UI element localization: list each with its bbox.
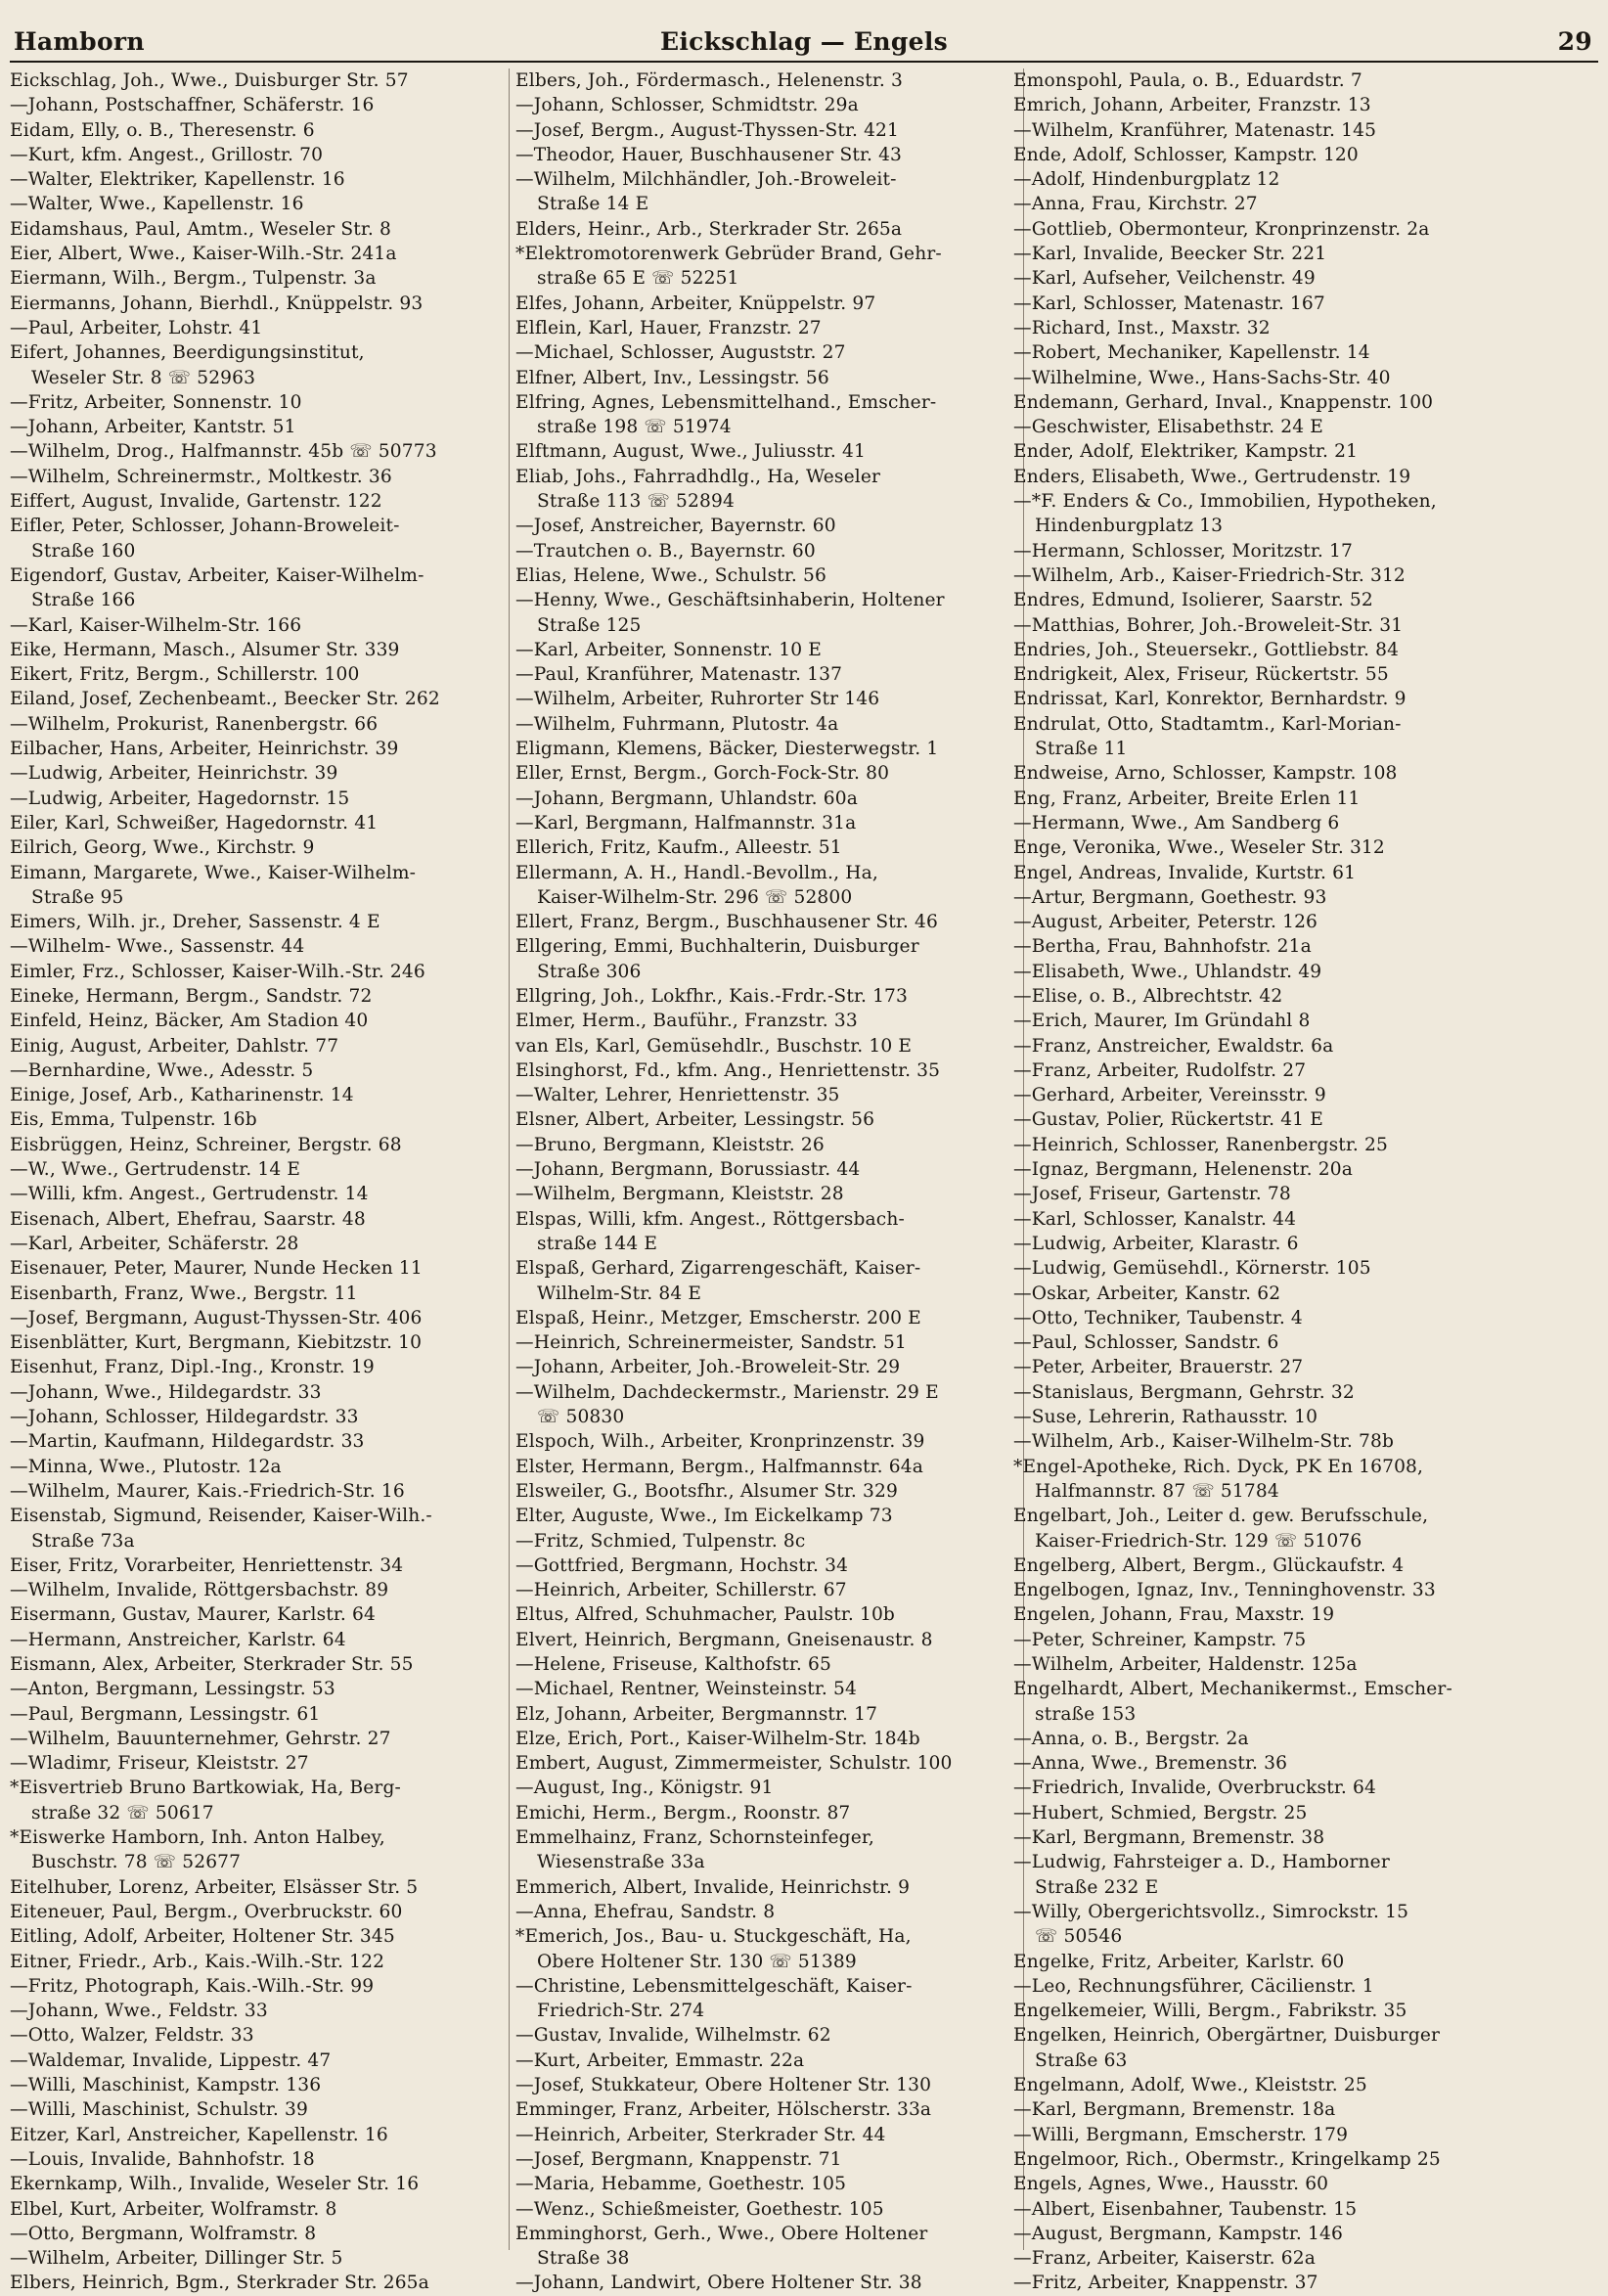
directory-entry-line: —Wilhelm, Prokurist, Ranenbergstr. 66 — [10, 713, 379, 735]
directory-entry-line: Ekernkamp, Wilh., Invalide, Weseler Str. 16 — [10, 2174, 420, 2195]
directory-entry-line: Eisenach, Albert, Ehefrau, Saarstr. 48 — [10, 1208, 366, 1230]
directory-entry-line: —Gustav, Polier, Rückertstr. 41 E — [1013, 1109, 1323, 1131]
directory-entry-line: —Bruno, Bergmann, Kleiststr. 26 — [515, 1134, 825, 1155]
directory-entry-line: Elter, Auguste, Wwe., Im Eickelkamp 73 — [515, 1506, 893, 1527]
directory-entry-line: —Josef, Stukkateur, Obere Holtener Str. 130 — [515, 2075, 932, 2096]
directory-entry-line: Straße 166 — [31, 590, 136, 611]
directory-entry-line: —Heinrich, Schreinermeister, Sandstr. 51 — [515, 1332, 907, 1354]
directory-entry-line: *Eisvertrieb Bruno Bartkowiak, Ha, Berg- — [10, 1778, 401, 1799]
directory-entry-line: —Fritz, Schmied, Tulpenstr. 8c — [515, 1530, 806, 1552]
directory-entry-line: Eisermann, Gustav, Maurer, Karlstr. 64 — [10, 1604, 376, 1626]
directory-entry-line: —Michael, Schlosser, Auguststr. 27 — [515, 342, 846, 364]
directory-entry-line: Eitling, Adolf, Arbeiter, Holtener Str. 345 — [10, 1926, 395, 1948]
directory-entry-line: Eiser, Fritz, Vorarbeiter, Henriettenstr. 34 — [10, 1554, 404, 1576]
directory-entry-line: —*F. Enders & Co., Immobilien, Hypotheken, — [1013, 491, 1437, 513]
directory-entry-line: Ellgering, Emmi, Buchhalterin, Duisburger — [515, 936, 919, 958]
directory-entry-line: —Gerhard, Arbeiter, Vereinsstr. 9 — [1013, 1085, 1326, 1106]
directory-entry-line: Eller, Ernst, Bergm., Gorch-Fock-Str. 80 — [515, 763, 890, 785]
directory-entry-line: —Ludwig, Arbeiter, Heinrichstr. 39 — [10, 763, 338, 785]
directory-entry-line: —Anton, Bergmann, Lessingstr. 53 — [10, 1679, 335, 1700]
directory-entry-line: —Karl, Kaiser-Wilhelm-Str. 166 — [10, 614, 302, 636]
directory-entry-line: Engelberg, Albert, Bergm., Glückaufstr. 4 — [1013, 1554, 1405, 1576]
directory-entry-line: —Trautchen o. B., Bayernstr. 60 — [515, 540, 816, 562]
directory-entry-line: —Matthias, Bohrer, Joh.-Broweleit-Str. 31 — [1013, 614, 1404, 636]
directory-entry-line: —Walter, Wwe., Kapellenstr. 16 — [10, 194, 304, 215]
directory-entry-line: Ellgring, Joh., Lokfhr., Kais.-Frdr.-Str. 173 — [515, 985, 909, 1007]
directory-entry-line: —Karl, Aufseher, Veilchenstr. 49 — [1013, 268, 1316, 290]
directory-entry-line: —Johann, Bergmann, Borussiastr. 44 — [515, 1159, 861, 1181]
directory-entry-line: Straße 232 E — [1035, 1876, 1159, 1898]
directory-entry-line: —Elisabeth, Wwe., Uhlandstr. 49 — [1013, 961, 1322, 982]
directory-entry-line: Eiler, Karl, Schweißer, Hagedornstr. 41 — [10, 812, 379, 833]
directory-entry-line: —Anna, o. B., Bergstr. 2a — [1013, 1728, 1249, 1749]
directory-entry-line: Eis, Emma, Tulpenstr. 16b — [10, 1109, 257, 1131]
directory-entry-line: Emmerich, Albert, Invalide, Heinrichstr. 9 — [515, 1876, 911, 1898]
directory-entry-line: —Leo, Rechnungsführer, Cäcilienstr. 1 — [1013, 1975, 1374, 1997]
directory-entry-line: —Waldemar, Invalide, Lippestr. 47 — [10, 2049, 332, 2071]
directory-entry-line: Ellert, Franz, Bergm., Buschhausener Str. 46 — [515, 912, 939, 933]
directory-entry-line: Straße 11 — [1035, 739, 1128, 760]
directory-entry-line: Embert, August, Zimmermeister, Schulstr. 100 — [515, 1753, 953, 1775]
directory-entry-line: van Els, Karl, Gemüsehdlr., Buschstr. 10 E — [515, 1035, 913, 1057]
directory-entry-line: *Elektromotorenwerk Gebrüder Brand, Gehr- — [515, 244, 942, 265]
directory-entry-line: —Wilhelm, Arbeiter, Ruhrorter Str 146 — [515, 689, 880, 710]
directory-entry-line: Elspaß, Gerhard, Zigarrengeschäft, Kaiser- — [515, 1258, 921, 1280]
directory-entry-line: —Willi, Maschinist, Kampstr. 136 — [10, 2075, 322, 2096]
directory-entry-line: Engels, Agnes, Wwe., Hausstr. 60 — [1013, 2174, 1329, 2195]
directory-entry-line: Enge, Veronika, Wwe., Weseler Str. 312 — [1013, 837, 1385, 859]
directory-entry-line: —Johann, Arbeiter, Kantstr. 51 — [10, 417, 296, 438]
directory-entry-line: —Wilhelm, Arbeiter, Dillinger Str. 5 — [10, 2248, 343, 2270]
directory-entry-line: —Paul, Schlosser, Sandstr. 6 — [1013, 1332, 1279, 1354]
directory-entry-line: straße 144 E — [537, 1233, 658, 1254]
directory-entry-line: Halfmannstr. 87 ☏ 51784 — [1035, 1480, 1279, 1502]
directory-entry-line: —Suse, Lehrerin, Rathausstr. 10 — [1013, 1407, 1318, 1428]
directory-entry-line: Eikert, Fritz, Bergm., Schillerstr. 100 — [10, 664, 360, 686]
directory-entry-line: Eiteneuer, Paul, Bergm., Overbruckstr. 60 — [10, 1901, 403, 1922]
directory-entry-line: Eisenbarth, Franz, Wwe., Bergstr. 11 — [10, 1283, 358, 1304]
directory-entry-line: Elz, Johann, Arbeiter, Bergmannstr. 17 — [515, 1703, 878, 1725]
directory-entry-line: —Gottfried, Bergmann, Hochstr. 34 — [515, 1554, 849, 1576]
directory-entry-line: —Johann, Wwe., Hildegardstr. 33 — [10, 1381, 322, 1403]
directory-entry-line: Eimann, Margarete, Wwe., Kaiser-Wilhelm- — [10, 862, 417, 883]
directory-entry-line: Elspaß, Heinr., Metzger, Emscherstr. 200 E — [515, 1307, 921, 1328]
directory-entry-line: —Oskar, Arbeiter, Kanstr. 62 — [1013, 1283, 1281, 1304]
directory-entry-line: Eidamshaus, Paul, Amtm., Weseler Str. 8 — [10, 218, 391, 240]
directory-entry-line: Eliab, Johs., Fahrradhdlg., Ha, Weseler — [515, 466, 881, 487]
directory-entry-line: —Bernhardine, Wwe., Adesstr. 5 — [10, 1059, 314, 1081]
directory-entry-line: straße 32 ☏ 50617 — [31, 1802, 214, 1823]
directory-entry-line: Elsinghorst, Fd., kfm. Ang., Henriettenstr. 35 — [515, 1059, 941, 1081]
directory-entry-line: Elbel, Kurt, Arbeiter, Wolframstr. 8 — [10, 2198, 337, 2220]
directory-entry-line: Elfner, Albert, Inv., Lessingstr. 56 — [515, 367, 829, 388]
directory-entry-line: —Karl, Schlosser, Matenastr. 167 — [1013, 293, 1325, 314]
directory-entry-line: Engelke, Fritz, Arbeiter, Karlstr. 60 — [1013, 1951, 1345, 1972]
header-city: Hamborn — [14, 27, 145, 56]
directory-entry-line: Elster, Hermann, Bergm., Halfmannstr. 64a — [515, 1456, 923, 1477]
directory-entry-line: —Otto, Techniker, Taubenstr. 4 — [1013, 1307, 1303, 1328]
directory-entry-line: Engelhardt, Albert, Mechanikermst., Emscher- — [1013, 1679, 1452, 1700]
directory-entry-line: Engelmoor, Rich., Obermstr., Kringelkamp 25 — [1013, 2148, 1441, 2170]
directory-entry-line: Eisenblätter, Kurt, Bergmann, Kiebitzstr. 10 — [10, 1332, 423, 1354]
directory-entry-line: —Heinrich, Arbeiter, Sterkrader Str. 44 — [515, 2124, 886, 2145]
directory-entry-line: —Karl, Bergmann, Halfmannstr. 31a — [515, 812, 857, 833]
directory-entry-line: —Henny, Wwe., Geschäftsinhaberin, Holtener — [515, 590, 945, 611]
directory-entry-line: —Ludwig, Arbeiter, Klarastr. 6 — [1013, 1233, 1299, 1254]
directory-entry-line: Eiland, Josef, Zechenbeamt., Beecker Str. 262 — [10, 689, 440, 710]
directory-entry-line: ☏ 50830 — [537, 1407, 625, 1428]
directory-entry-line: —Wilhelm- Wwe., Sassenstr. 44 — [10, 936, 305, 958]
directory-entry-line: —Wladimr, Friseur, Kleiststr. 27 — [10, 1753, 309, 1775]
directory-entry-line: Eilbacher, Hans, Arbeiter, Heinrichstr. 39 — [10, 739, 399, 760]
directory-entry-line: —Johann, Landwirt, Obere Holtener Str. 38 — [515, 2273, 922, 2294]
directory-entry-line: —Fritz, Arbeiter, Sonnenstr. 10 — [10, 391, 302, 413]
directory-entry-line: Eier, Albert, Wwe., Kaiser-Wilh.-Str. 241a — [10, 244, 397, 265]
directory-entry-line: Eifler, Peter, Schlosser, Johann-Broweleit- — [10, 516, 400, 537]
page-header — [10, 22, 1598, 63]
directory-entry-line: Eigendorf, Gustav, Arbeiter, Kaiser-Wilhelm- — [10, 564, 424, 586]
directory-entry-line: Eisenstab, Sigmund, Reisender, Kaiser-Wilh.- — [10, 1506, 432, 1527]
directory-entry-line: Elbers, Heinrich, Bgm., Sterkrader Str. 265a — [10, 2273, 429, 2294]
directory-entry-line: —Louis, Invalide, Bahnhofstr. 18 — [10, 2148, 315, 2170]
directory-entry-line: Eligmann, Klemens, Bäcker, Diesterwegstr. 1 — [515, 739, 939, 760]
directory-entry-line: straße 153 — [1035, 1703, 1137, 1725]
directory-entry-line: —Willi, Bergmann, Emscherstr. 179 — [1013, 2124, 1349, 2145]
directory-entry-line: —Robert, Mechaniker, Kapellenstr. 14 — [1013, 342, 1370, 364]
directory-entry-line: —Franz, Arbeiter, Kaiserstr. 62a — [1013, 2248, 1316, 2270]
directory-entry-line: —Gottlieb, Obermonteur, Kronprinzenstr. 2a — [1013, 218, 1430, 240]
directory-entry-line: —Johann, Schlosser, Hildegardstr. 33 — [10, 1407, 359, 1428]
directory-entry-line: Emminghorst, Gerh., Wwe., Obere Holtener — [515, 2223, 928, 2244]
directory-entry-line: Engelkemeier, Willi, Bergm., Fabrikstr. 35 — [1013, 2001, 1407, 2022]
directory-entry-line: —Friedrich, Invalide, Overbruckstr. 64 — [1013, 1778, 1376, 1799]
directory-entry-line: Wilhelm-Str. 84 E — [537, 1283, 702, 1304]
column-3 — [1013, 68, 1515, 2294]
directory-entry-line: —Paul, Kranführer, Matenastr. 137 — [515, 664, 843, 686]
directory-entry-line: —Johann, Bergmann, Uhlandstr. 60a — [515, 788, 858, 809]
directory-entry-line: Elvert, Heinrich, Bergmann, Gneisenaustr. 8 — [515, 1629, 933, 1650]
directory-entry-line: Engel, Andreas, Invalide, Kurtstr. 61 — [1013, 862, 1357, 883]
directory-entry-line: Straße 73a — [31, 1530, 135, 1552]
directory-entry-line: —Anna, Frau, Kirchstr. 27 — [1013, 194, 1258, 215]
directory-entry-line: —Wilhelm, Invalide, Röttgersbachstr. 89 — [10, 1580, 389, 1601]
directory-entry-line: straße 65 E ☏ 52251 — [537, 268, 739, 290]
directory-entry-line: Wiesenstraße 33a — [537, 1852, 705, 1873]
directory-entry-line: —Walter, Elektriker, Kapellenstr. 16 — [10, 169, 345, 191]
directory-entry-line: Ender, Adolf, Elektriker, Kampstr. 21 — [1013, 441, 1359, 463]
directory-entry-line: —August, Arbeiter, Peterstr. 126 — [1013, 912, 1318, 933]
directory-entry-line: Emminger, Franz, Arbeiter, Hölscherstr. 33a — [515, 2099, 932, 2121]
directory-entry-line: Eisenhut, Franz, Dipl.-Ing., Kronstr. 19 — [10, 1357, 375, 1378]
directory-entry-line: —Wilhelm, Milchhändler, Joh.-Broweleit- — [515, 169, 897, 191]
directory-entry-line: —Ignaz, Bergmann, Helenenstr. 20a — [1013, 1159, 1353, 1181]
directory-entry-line: —Albert, Eisenbahner, Taubenstr. 15 — [1013, 2198, 1358, 2220]
directory-entry-line: —Willi, Maschinist, Schulstr. 39 — [10, 2099, 308, 2121]
directory-entry-line: —Karl, Schlosser, Kanalstr. 44 — [1013, 1208, 1297, 1230]
directory-entry-line: —Heinrich, Arbeiter, Schillerstr. 67 — [515, 1580, 847, 1601]
directory-entry-line: —Karl, Arbeiter, Schäferstr. 28 — [10, 1233, 299, 1254]
directory-entry-line: Engelbart, Joh., Leiter d. gew. Berufsschule, — [1013, 1506, 1429, 1527]
directory-entry-line: —Karl, Arbeiter, Sonnenstr. 10 E — [515, 639, 823, 660]
directory-entry-line: Eiermanns, Johann, Bierhdl., Knüppelstr. 93 — [10, 293, 424, 314]
directory-entry-line: —Kurt, Arbeiter, Emmastr. 22a — [515, 2049, 805, 2071]
directory-entry-line: —Johann, Postschaffner, Schäferstr. 16 — [10, 95, 375, 116]
directory-entry-line: Friedrich-Str. 274 — [537, 2001, 705, 2022]
directory-entry-line: Eitelhuber, Lorenz, Arbeiter, Elsässer Str. 5 — [10, 1876, 419, 1898]
directory-entry-line: —Paul, Arbeiter, Lohstr. 41 — [10, 317, 263, 338]
directory-entry-line: —Hermann, Wwe., Am Sandberg 6 — [1013, 812, 1340, 833]
directory-entry-line: ☏ 50546 — [1035, 1926, 1123, 1948]
directory-entry-line: —Kurt, kfm. Angest., Grillostr. 70 — [10, 144, 324, 165]
directory-entry-line: Ellerich, Fritz, Kaufm., Alleestr. 51 — [515, 837, 842, 859]
directory-entry-line: —Wilhelm, Arb., Kaiser-Wilhelm-Str. 78b — [1013, 1431, 1395, 1453]
directory-entry-line: *Eiswerke Hamborn, Inh. Anton Halbey, — [10, 1827, 385, 1849]
directory-entry-line: —August, Ing., Königstr. 91 — [515, 1778, 774, 1799]
directory-entry-line: Emmelhainz, Franz, Schornsteinfeger, — [515, 1827, 874, 1849]
directory-entry-line: Emrich, Johann, Arbeiter, Franzstr. 13 — [1013, 95, 1371, 116]
directory-entry-line: —Heinrich, Schlosser, Ranenbergstr. 25 — [1013, 1134, 1389, 1155]
directory-entry-line: Straße 160 — [31, 540, 136, 562]
directory-entry-line: Straße 63 — [1035, 2049, 1128, 2071]
directory-entry-line: Einige, Josef, Arb., Katharinenstr. 14 — [10, 1085, 354, 1106]
directory-entry-line: —Stanislaus, Bergmann, Gehrstr. 32 — [1013, 1381, 1355, 1403]
directory-entry-line: Endweise, Arno, Schlosser, Kampstr. 108 — [1013, 763, 1398, 785]
directory-entry-line: —Hubert, Schmied, Bergstr. 25 — [1013, 1802, 1308, 1823]
directory-entry-line: *Engel-Apotheke, Rich. Dyck, PK En 16708, — [1013, 1456, 1424, 1477]
directory-entry-line: —Geschwister, Elisabethstr. 24 E — [1013, 417, 1323, 438]
directory-entry-line: —Josef, Bergm., August-Thyssen-Str. 421 — [515, 119, 900, 141]
directory-entry-line: Eitner, Friedr., Arb., Kais.-Wilh.-Str. 122 — [10, 1951, 385, 1972]
directory-entry-line: Eidam, Elly, o. B., Theresenstr. 6 — [10, 119, 315, 141]
directory-entry-line: Elfring, Agnes, Lebensmittelhand., Emscher- — [515, 391, 937, 413]
directory-entry-line: Straße 113 ☏ 52894 — [537, 491, 735, 513]
directory-entry-line: Einig, August, Arbeiter, Dahlstr. 77 — [10, 1035, 339, 1057]
directory-entry-line: —Wilhelm, Drog., Halfmannstr. 45b ☏ 50773 — [10, 441, 437, 463]
directory-entry-line: —Franz, Arbeiter, Rudolfstr. 27 — [1013, 1059, 1307, 1081]
directory-entry-line: —Minna, Wwe., Plutostr. 12a — [10, 1456, 282, 1477]
directory-entry-line: —Erich, Maurer, Im Gründahl 8 — [1013, 1011, 1311, 1032]
directory-entry-line: Engelbogen, Ignaz, Inv., Tenninghovenstr. 33 — [1013, 1580, 1436, 1601]
directory-entry-line: —W., Wwe., Gertrudenstr. 14 E — [10, 1159, 301, 1181]
directory-entry-line: Endrissat, Karl, Konrektor, Bernhardstr. 9 — [1013, 689, 1407, 710]
directory-entry-line: Straße 306 — [537, 961, 642, 982]
page-number: 29 — [1557, 27, 1592, 56]
directory-entry-line: —Walter, Lehrer, Henriettenstr. 35 — [515, 1085, 840, 1106]
directory-entry-line: —Fritz, Photograph, Kais.-Wilh.-Str. 99 — [10, 1975, 375, 1997]
directory-entry-line: —Theodor, Hauer, Buschhausener Str. 43 — [515, 144, 903, 165]
directory-entry-line: —Josef, Anstreicher, Bayernstr. 60 — [515, 516, 836, 537]
directory-entry-line: Eilrich, Georg, Wwe., Kirchstr. 9 — [10, 837, 315, 859]
directory-entry-line: Eifert, Johannes, Beerdigungsinstitut, — [10, 342, 365, 364]
directory-entry-line: Elspas, Willi, kfm. Angest., Röttgersbach- — [515, 1208, 905, 1230]
directory-entry-line: Buschstr. 78 ☏ 52677 — [31, 1852, 242, 1873]
column-1 — [10, 68, 512, 2294]
directory-entry-line: —Johann, Wwe., Feldstr. 33 — [10, 2001, 268, 2022]
directory-entry-line: Engelken, Heinrich, Obergärtner, Duisburger — [1013, 2025, 1441, 2047]
directory-entry-line: Weseler Str. 8 ☏ 52963 — [31, 367, 256, 388]
directory-entry-line: —Willi, kfm. Angest., Gertrudenstr. 14 — [10, 1184, 369, 1205]
directory-entry-line: —Wilhelm, Bergmann, Kleiststr. 28 — [515, 1184, 844, 1205]
directory-entry-line: Straße 14 E — [537, 194, 649, 215]
directory-entry-line: Eisenauer, Peter, Maurer, Nunde Hecken 11 — [10, 1258, 423, 1280]
directory-entry-line: —Willy, Obergerichtsvollz., Simrockstr. 15 — [1013, 1901, 1409, 1922]
directory-entry-line: Hindenburgplatz 13 — [1035, 516, 1224, 537]
directory-entry-line: —Richard, Inst., Maxstr. 32 — [1013, 317, 1271, 338]
directory-entry-line: —August, Bergmann, Kampstr. 146 — [1013, 2223, 1343, 2244]
directory-entry-line: —Ludwig, Gemüsehdl., Körnerstr. 105 — [1013, 1258, 1371, 1280]
directory-entry-line: Eng, Franz, Arbeiter, Breite Erlen 11 — [1013, 788, 1361, 809]
directory-entry-line: Eike, Hermann, Masch., Alsumer Str. 339 — [10, 639, 400, 660]
directory-entry-line: —Franz, Anstreicher, Ewaldstr. 6a — [1013, 1035, 1334, 1057]
directory-entry-line: Elbers, Joh., Fördermasch., Helenenstr. 3 — [515, 70, 903, 91]
directory-entry-line: Engelen, Johann, Frau, Maxstr. 19 — [1013, 1604, 1335, 1626]
directory-entry-line: Eitzer, Karl, Anstreicher, Kapellenstr. 16 — [10, 2124, 388, 2145]
directory-entry-line: Endrigkeit, Alex, Friseur, Rückertstr. 55 — [1013, 664, 1389, 686]
directory-entry-line: Straße 125 — [537, 614, 642, 636]
directory-entry-line: Elias, Helene, Wwe., Schulstr. 56 — [515, 564, 826, 586]
directory-entry-line: —Fritz, Arbeiter, Knappenstr. 37 — [1013, 2273, 1318, 2294]
directory-entry-line: —Karl, Bergmann, Bremenstr. 18a — [1013, 2099, 1336, 2121]
directory-entry-line: —Wilhelm, Fuhrmann, Plutostr. 4a — [515, 713, 839, 735]
directory-entry-line: Elze, Erich, Port., Kaiser-Wilhelm-Str. 184b — [515, 1728, 920, 1749]
directory-entry-line: —Ludwig, Fahrsteiger a. D., Hamborner — [1013, 1852, 1390, 1873]
directory-entry-line: —Anna, Ehefrau, Sandstr. 8 — [515, 1901, 776, 1922]
directory-entry-line: Emonspohl, Paula, o. B., Eduardstr. 7 — [1013, 70, 1362, 91]
directory-entry-line: Endrulat, Otto, Stadtamtm., Karl-Morian- — [1013, 713, 1402, 735]
directory-entry-line: Eiermann, Wilh., Bergm., Tulpenstr. 3a — [10, 268, 377, 290]
directory-entry-line: Endres, Edmund, Isolierer, Saarstr. 52 — [1013, 590, 1373, 611]
directory-entry-line: —Josef, Bergmann, Knappenstr. 71 — [515, 2148, 842, 2170]
directory-entry-line: Eineke, Hermann, Bergm., Sandstr. 72 — [10, 985, 373, 1007]
directory-entry-line: —Karl, Invalide, Beecker Str. 221 — [1013, 244, 1327, 265]
directory-entry-line: —Adolf, Hindenburgplatz 12 — [1013, 169, 1280, 191]
directory-entry-line: Elftmann, August, Wwe., Juliusstr. 41 — [515, 441, 866, 463]
directory-entry-line: —Hermann, Schlosser, Moritzstr. 17 — [1013, 540, 1353, 562]
directory-entry-line: —Ludwig, Arbeiter, Hagedornstr. 15 — [10, 788, 350, 809]
directory-entry-line: Eimers, Wilh. jr., Dreher, Sassenstr. 4 E — [10, 912, 380, 933]
directory-entry-line: —Wilhelm, Kranführer, Matenastr. 145 — [1013, 119, 1377, 141]
directory-entry-line: Elsweiler, G., Bootsfhr., Alsumer Str. 329 — [515, 1480, 898, 1502]
directory-entry-line: Eiffert, August, Invalide, Gartenstr. 122 — [10, 491, 382, 513]
directory-entry-line: Endemann, Gerhard, Inval., Knappenstr. 100 — [1013, 391, 1434, 413]
directory-entry-line: —Anna, Wwe., Bremenstr. 36 — [1013, 1753, 1288, 1775]
directory-entry-line: —Maria, Hebamme, Goethestr. 105 — [515, 2174, 847, 2195]
directory-entry-line: —Wilhelm, Schreinermstr., Moltkestr. 36 — [10, 466, 392, 487]
directory-entry-line: —Peter, Schreiner, Kampstr. 75 — [1013, 1629, 1307, 1650]
directory-entry-line: —Karl, Bergmann, Bremenstr. 38 — [1013, 1827, 1325, 1849]
directory-entry-line: Eltus, Alfred, Schuhmacher, Paulstr. 10b — [515, 1604, 895, 1626]
directory-entry-line: Enders, Elisabeth, Wwe., Gertrudenstr. 19 — [1013, 466, 1411, 487]
directory-entry-line: —Johann, Schlosser, Schmidtstr. 29a — [515, 95, 859, 116]
directory-entry-line: —Otto, Walzer, Feldstr. 33 — [10, 2025, 254, 2047]
directory-entry-line: —Otto, Bergmann, Wolframstr. 8 — [10, 2223, 317, 2244]
directory-entry-line: —Josef, Bergmann, August-Thyssen-Str. 406 — [10, 1307, 423, 1328]
column-2 — [509, 68, 1024, 2294]
directory-entry-line: Elflein, Karl, Hauer, Franzstr. 27 — [515, 317, 822, 338]
directory-entry-line: —Elise, o. B., Albrechtstr. 42 — [1013, 985, 1283, 1007]
directory-entry-line: Eisbrüggen, Heinz, Schreiner, Bergstr. 68 — [10, 1134, 402, 1155]
directory-entry-line: Elders, Heinr., Arb., Sterkrader Str. 265a — [515, 218, 903, 240]
directory-entry-line: —Christine, Lebensmittelgeschäft, Kaiser- — [515, 1975, 913, 1997]
directory-entry-line: Endries, Joh., Steuersekr., Gottliebstr. 84 — [1013, 639, 1400, 660]
directory-entry-line: —Josef, Friseur, Gartenstr. 78 — [1013, 1184, 1291, 1205]
directory-entry-line: —Wilhelmine, Wwe., Hans-Sachs-Str. 40 — [1013, 367, 1391, 388]
directory-entry-line: —Helene, Friseuse, Kalthofstr. 65 — [515, 1654, 831, 1675]
directory-entry-line: Obere Holtener Str. 130 ☏ 51389 — [537, 1951, 857, 1972]
directory-entry-line: *Emerich, Jos., Bau- u. Stuckgeschäft, Ha, — [515, 1926, 912, 1948]
header-range: Eickschlag — Engels — [659, 27, 949, 56]
directory-entry-line: Straße 95 — [31, 886, 124, 908]
directory-entry-line: —Hermann, Anstreicher, Karlstr. 64 — [10, 1629, 346, 1650]
directory-entry-line: —Paul, Bergmann, Lessingstr. 61 — [10, 1703, 321, 1725]
directory-entry-line: —Wenz., Schießmeister, Goethestr. 105 — [515, 2198, 884, 2220]
directory-entry-line: Ende, Adolf, Schlosser, Kampstr. 120 — [1013, 144, 1359, 165]
directory-entry-line: Straße 38 — [537, 2248, 630, 2270]
directory-entry-line: —Artur, Bergmann, Goethestr. 93 — [1013, 886, 1327, 908]
directory-entry-line: Eismann, Alex, Arbeiter, Sterkrader Str. 55 — [10, 1654, 414, 1675]
directory-entry-line: —Johann, Arbeiter, Joh.-Broweleit-Str. 29 — [515, 1357, 901, 1378]
directory-entry-line: Kaiser-Friedrich-Str. 129 ☏ 51076 — [1035, 1530, 1362, 1552]
directory-entry-line: —Wilhelm, Dachdeckermstr., Marienstr. 29 E — [515, 1381, 939, 1403]
directory-entry-line: Eimler, Frz., Schlosser, Kaiser-Wilh.-Str. 246 — [10, 961, 425, 982]
directory-entry-line: —Michael, Rentner, Weinsteinstr. 54 — [515, 1679, 857, 1700]
directory-entry-line: —Martin, Kaufmann, Hildegardstr. 33 — [10, 1431, 365, 1453]
directory-entry-line: Elsner, Albert, Arbeiter, Lessingstr. 56 — [515, 1109, 875, 1131]
directory-entry-line: —Gustav, Invalide, Wilhelmstr. 62 — [515, 2025, 831, 2047]
directory-entry-line: Einfeld, Heinz, Bäcker, Am Stadion 40 — [10, 1011, 369, 1032]
directory-entry-line: Kaiser-Wilhelm-Str. 296 ☏ 52800 — [537, 886, 853, 908]
directory-entry-line: —Wilhelm, Maurer, Kais.-Friedrich-Str. 16 — [10, 1480, 405, 1502]
directory-entry-line: —Wilhelm, Arbeiter, Haldenstr. 125a — [1013, 1654, 1358, 1675]
directory-entry-line: —Peter, Arbeiter, Brauerstr. 27 — [1013, 1357, 1304, 1378]
directory-entry-line: Elspoch, Wilh., Arbeiter, Kronprinzenstr. 39 — [515, 1431, 925, 1453]
directory-entry-line: straße 198 ☏ 51974 — [537, 417, 732, 438]
directory-entry-line: Eickschlag, Joh., Wwe., Duisburger Str. 57 — [10, 70, 409, 91]
directory-entry-line: —Wilhelm, Arb., Kaiser-Friedrich-Str. 312 — [1013, 564, 1406, 586]
directory-entry-line: Engelmann, Adolf, Wwe., Kleiststr. 25 — [1013, 2075, 1367, 2096]
directory-entry-line: Elmer, Herm., Bauführ., Franzstr. 33 — [515, 1011, 858, 1032]
directory-entry-line: Ellermann, A. H., Handl.-Bevollm., Ha, — [515, 862, 878, 883]
directory-entry-line: Emichi, Herm., Bergm., Roonstr. 87 — [515, 1802, 851, 1823]
directory-entry-line: —Wilhelm, Bauunternehmer, Gehrstr. 27 — [10, 1728, 391, 1749]
directory-entry-line: —Bertha, Frau, Bahnhofstr. 21a — [1013, 936, 1312, 958]
directory-entry-line: Elfes, Johann, Arbeiter, Knüppelstr. 97 — [515, 293, 876, 314]
